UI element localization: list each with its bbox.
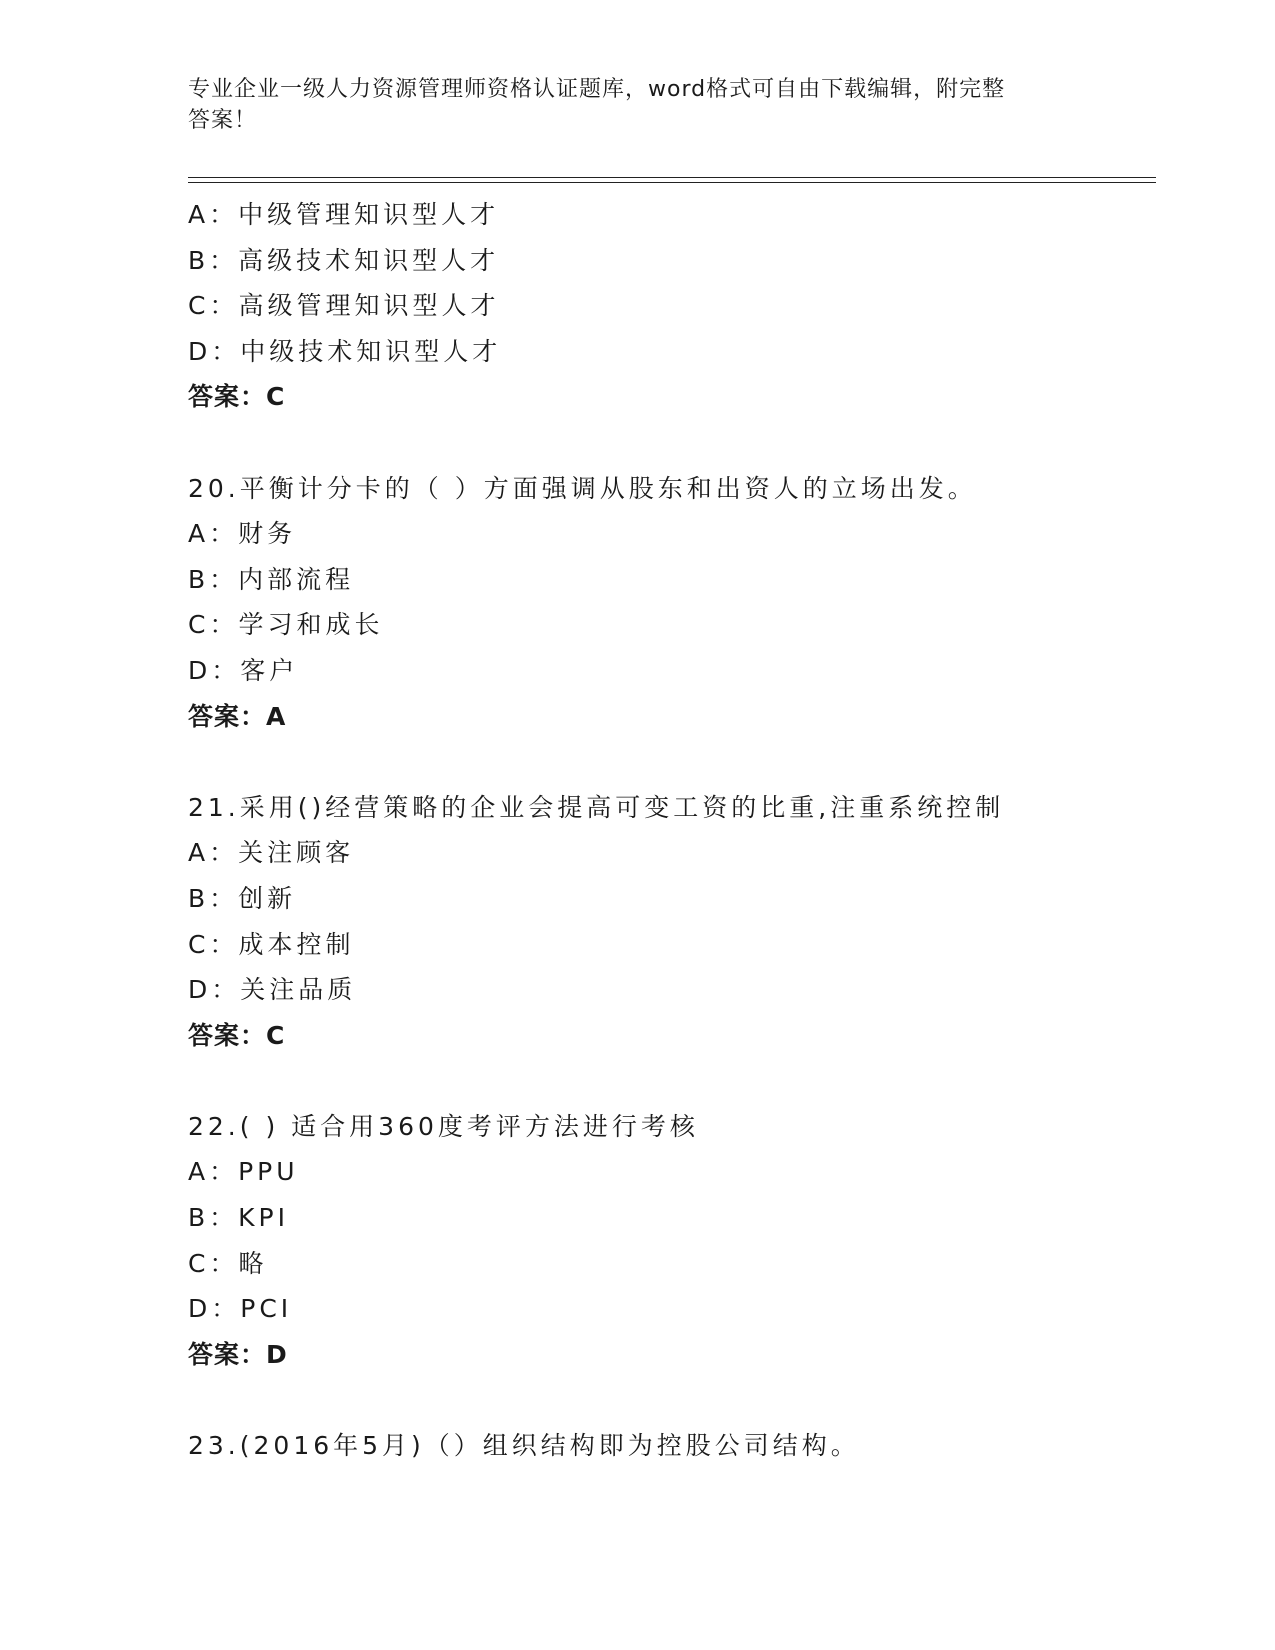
document-header [188, 74, 1068, 136]
option-a: A：关注顾客 [188, 838, 355, 868]
option-d: D：PCI [188, 1294, 293, 1324]
header-line-1: 专业企业一级人力资源管理师资格认证题库，word格式可自由下载编辑，附完整 [188, 77, 1006, 102]
option-c: C：成本控制 [188, 929, 355, 959]
option-d: D：中级技术知识型人才 [188, 336, 502, 366]
spacer [188, 420, 1148, 466]
spacer [188, 1058, 1148, 1104]
question-19 [188, 192, 1148, 420]
option-a: A：中级管理知识型人才 [188, 200, 500, 229]
option-c: C：学习和成长 [188, 610, 384, 640]
question-text: 22.( ) 适合用360度考评方法进行考核 [188, 1111, 699, 1141]
answer: 答案：A [188, 701, 287, 731]
option-c: C：略 [188, 1248, 268, 1278]
answer: 答案：C [188, 1020, 286, 1050]
option-d: D：关注品质 [188, 975, 357, 1005]
spacer [188, 1377, 1148, 1423]
header-divider-top [188, 177, 1156, 178]
option-b: B：内部流程 [188, 564, 355, 594]
header-divider-bottom [188, 182, 1156, 183]
question-text: 21.采用()经营策略的企业会提高可变工资的比重,注重系统控制 [188, 792, 1005, 822]
option-a: A：PPU [188, 1157, 299, 1187]
question-20 [188, 466, 1148, 740]
option-b: B：高级技术知识型人才 [188, 245, 500, 275]
header-line-2: 答案！ [188, 108, 258, 133]
question-list [188, 192, 1148, 1469]
option-c: C：高级管理知识型人才 [188, 291, 500, 321]
option-b: B：KPI [188, 1203, 289, 1233]
spacer [188, 739, 1148, 785]
option-b: B：创新 [188, 883, 297, 913]
question-22 [188, 1104, 1148, 1378]
question-23 [188, 1423, 1148, 1469]
question-text: 23.(2016年5月)（）组织结构即为控股公司结构。 [188, 1431, 860, 1461]
option-a: A：财务 [188, 519, 297, 549]
answer: 答案：C [188, 382, 286, 412]
answer: 答案：D [188, 1339, 288, 1369]
question-text: 20.平衡计分卡的（ ）方面强调从股东和出资人的立场出发。 [188, 473, 977, 503]
question-21 [188, 785, 1148, 1059]
option-d: D：客户 [188, 655, 299, 685]
